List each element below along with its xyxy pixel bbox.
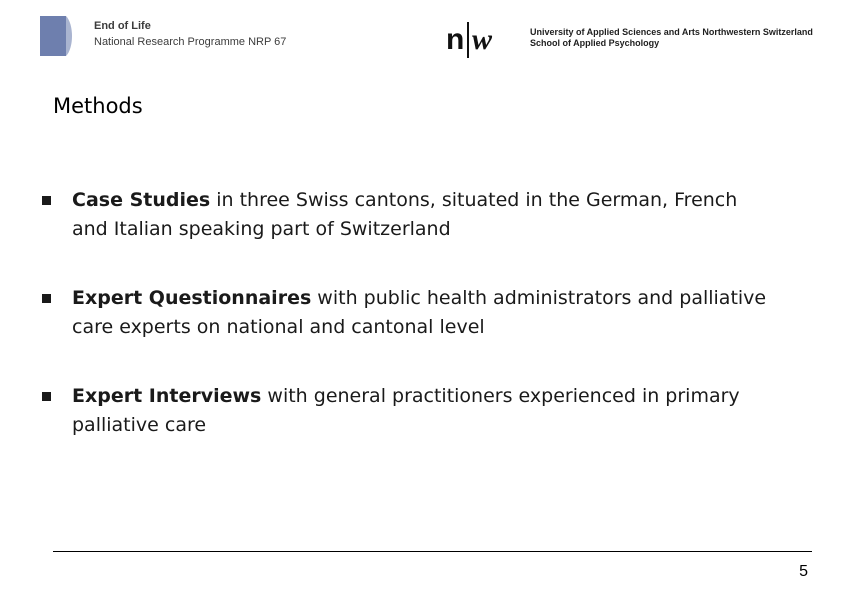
footer-divider [53, 551, 812, 552]
bullet-expert-questionnaires [38, 284, 778, 342]
bullet-text: with general practitioners experienced in primary palliative care [72, 385, 740, 436]
fhnw-logo [446, 20, 838, 60]
svg-text:n: n [446, 23, 465, 56]
nw-logo-icon [446, 20, 518, 60]
bullet-heading: Expert Interviews [72, 385, 262, 407]
bullet-expert-interviews [38, 382, 778, 440]
nrp-logo-icon [40, 16, 80, 56]
bullet-text: in three Swiss cantons, situated in the German, French and Italian speaking part of Switzerland [72, 189, 738, 240]
svg-text:w: w [472, 23, 493, 56]
bullet-heading: Case Studies [72, 189, 211, 211]
bullet-heading: Expert Questionnaires [72, 287, 312, 309]
logo-subtitle: National Research Programme NRP 67 [94, 36, 287, 48]
square-bullet-icon [42, 392, 51, 401]
school-name: School of Applied Psychology [530, 38, 660, 48]
university-name: University of Applied Sciences and Arts Northwestern Switzerland [530, 27, 813, 37]
bullet-case-studies [38, 186, 778, 244]
logo-title: End of Life [94, 20, 151, 32]
slide-title: Methods [53, 94, 143, 118]
square-bullet-icon [42, 196, 51, 205]
bullet-text: with public health administrators and palliative care experts on national and cantonal level [72, 287, 767, 338]
nrp67-logo [40, 16, 290, 58]
page-number: 5 [799, 563, 808, 580]
square-bullet-icon [42, 294, 51, 303]
bullet-list [38, 186, 778, 480]
